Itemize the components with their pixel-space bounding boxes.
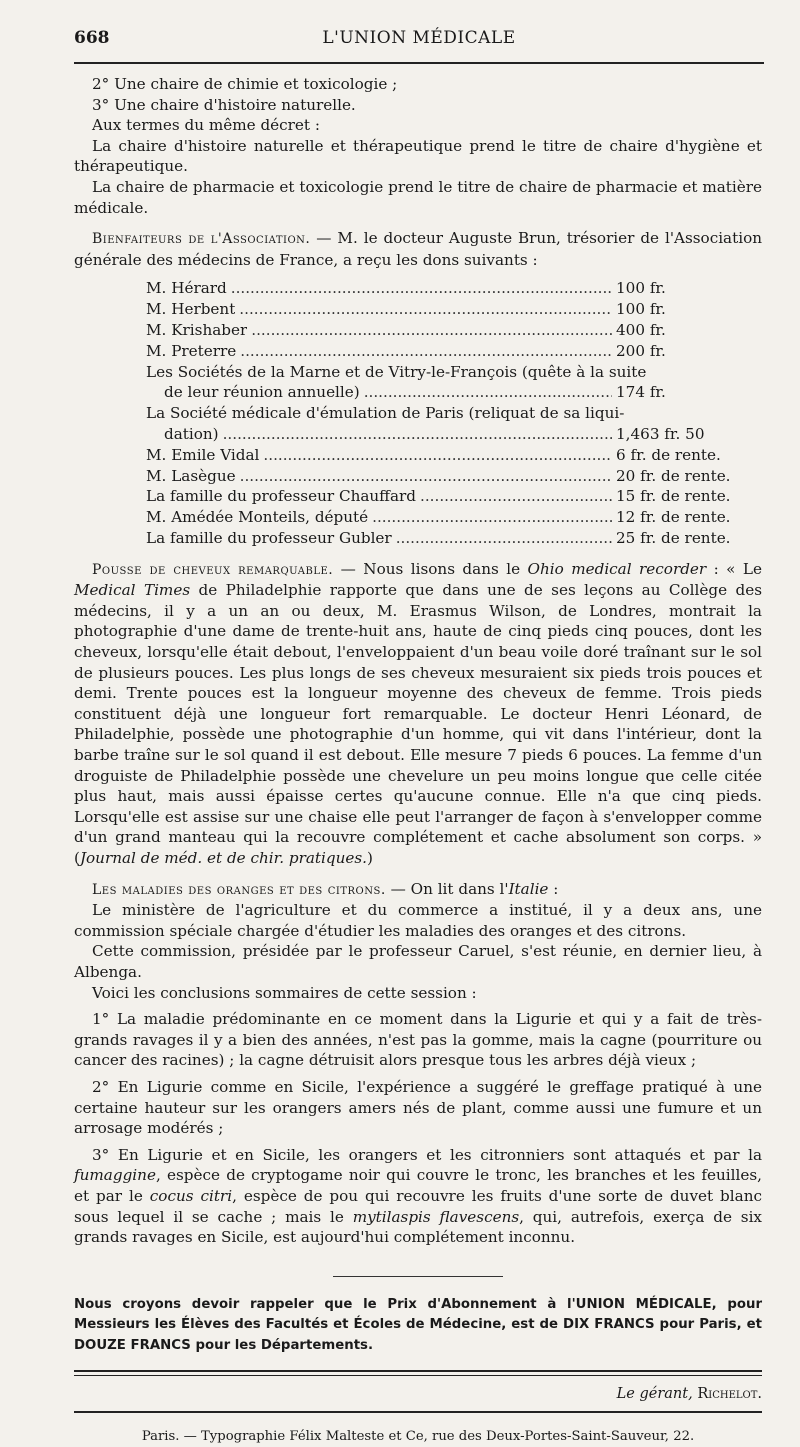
donation-amount: 174 fr. [616, 383, 666, 402]
decree-line: La chaire d'histoire naturelle et thérapeutique prend le titre de chaire d'hygiène et thérapeutique. [74, 136, 762, 176]
donation-amount: 100 fr. [616, 279, 666, 298]
donation-amount: 15 fr. de rente. [616, 487, 731, 506]
text-run: ) [367, 849, 373, 868]
paragraph: Cette commission, présidée par le professeur Caruel, s'est réunie, en dernier lieu, à Albenga. [74, 942, 762, 981]
donation-row [146, 403, 766, 424]
donor-name: Les Sociétés de la Marne et de Vitry-le-François (quête à la suite [146, 362, 647, 381]
maladies-paragraph [74, 879, 762, 901]
donation-amount: 200 fr. [616, 341, 666, 360]
donation-row [146, 466, 766, 487]
donation-row [146, 320, 766, 341]
donor-name: M. Lasègue [146, 466, 236, 485]
text-run: — Nous lisons dans le [333, 559, 528, 578]
donation-row [146, 341, 766, 362]
gerant-label: Le gérant, [616, 1386, 698, 1403]
text-run: : « Le [706, 559, 762, 578]
donation-amount: 1,463 fr. 50 [616, 424, 705, 443]
donation-amount: 12 fr. de rente. [616, 508, 731, 527]
pousse-paragraph [74, 559, 762, 869]
species-name: cocus citri [149, 1186, 233, 1205]
donor-name: La famille du professeur Gubler [146, 528, 392, 547]
donation-amount: 6 fr. de rente. [616, 445, 721, 464]
section-heading: Bienfaiteurs de l'Association. [92, 231, 311, 248]
printer-imprint: Paris. — Typographie Félix Malteste et Ce, rue des Deux-Portes-Saint-Sauveur, 22. [141, 1428, 695, 1444]
donor-name: M. Amédée Monteils, député [146, 508, 369, 527]
donation-amount: 25 fr. de rente. [616, 528, 731, 547]
donation-row [146, 299, 766, 320]
footer-rule [74, 1411, 762, 1413]
text-run: : [548, 879, 559, 898]
species-name: mytilaspis flavescens [352, 1207, 520, 1226]
donation-list [146, 278, 766, 548]
bienfaiteurs-text: — M. le docteur Auguste Brun, trésorier de l'Association générale des médecins de France, a reçu les dons suivants : [74, 229, 762, 269]
donation-row [146, 424, 766, 445]
page-header [74, 28, 764, 58]
running-title: L'UNION MÉDICALE [322, 28, 516, 48]
donation-amount: 400 fr. [616, 320, 666, 339]
donation-row [146, 382, 766, 403]
decree-line: Aux termes du même décret : [92, 116, 320, 135]
text-run: — On lit dans l' [385, 879, 509, 898]
conclusion-item [74, 1145, 762, 1248]
conclusion-item: 2° En Ligurie comme en Sicile, l'expérience a suggéré le greffage pratiqué à une certaine hauteur sur les orangers amers nés de plant, comme aussi une fumure et un arrosage modérés ; [74, 1077, 762, 1138]
section-heading: Pousse de cheveux remarquable. [92, 561, 334, 578]
text-run: 3° En Ligurie et en Sicile, les orangers et les citronniers sont attaqués et par la [92, 1145, 762, 1164]
donation-row [146, 445, 766, 466]
source-citation: Italie [508, 879, 549, 898]
page-number: 668 [74, 28, 110, 48]
donation-row [146, 486, 766, 507]
donation-row [146, 507, 766, 528]
divider-rule [74, 1375, 762, 1376]
page-body [74, 74, 762, 1447]
text-run: , qui, autrefois, exerça de six grands ravages en Sicile, est aujourd'hui complétement inconnu. [74, 1207, 763, 1247]
donor-name: M. Emile Vidal [146, 445, 260, 464]
source-citation: Journal de méd. et de chir. pratiques. [79, 849, 367, 868]
donation-row [146, 528, 766, 549]
donor-name: La famille du professeur Chauffard [146, 487, 417, 506]
donor-name: M. Hérard [146, 279, 227, 298]
donor-name: M. Krishaber [146, 320, 248, 339]
donor-name: M. Preterre [146, 341, 237, 360]
subscription-notice: Nous croyons devoir rappeler que le Prix d'Abonnement à l'UNION MÉDICALE, pour Messieurs les Élèves des Facultés et Écoles de Médecine, est de DIX FRANCS pour Paris, et DOUZE FRANCS pour les Départements. [74, 1296, 762, 1353]
gerant-name: Richelot. [697, 1386, 762, 1403]
separator-rule [333, 1276, 503, 1277]
conclusion-item: 1° La maladie prédominante en ce moment dans la Ligurie et qui y a fait de très-grands ravages il y a bien des années, n'est pas la gomme, mais la cagne (pourriture ou cancer des racines) ; la cagne détruisit alors presque tous les arbres déjà vieux ; [74, 1010, 762, 1070]
donation-amount: 100 fr. [616, 300, 666, 319]
paragraph: Voici les conclusions sommaires de cette session : [92, 983, 477, 1002]
donor-name-continued: de leur réunion annuelle) [164, 383, 360, 402]
donation-row [146, 278, 766, 299]
donor-name: M. Herbent [146, 300, 236, 319]
species-name: fumaggine [74, 1166, 156, 1185]
donation-amount: 20 fr. de rente. [616, 466, 731, 485]
decree-line: 3° Une chaire d'histoire naturelle. [92, 95, 356, 114]
gerant-line [74, 1384, 762, 1405]
donor-name: La Société médicale d'émulation de Paris (reliquat de sa liqui- [146, 404, 625, 423]
text-run: de Philadelphie rapporte que dans une de ses leçons au Collège des médecins, il y a un an ou deux, M. Erasmus Wilson, de Londres, montrait la photographie d'une dame de trente-huit ans, haute de cinq pieds cinq pouces, dont les cheveux, lorsqu'elle était debout, l'enveloppaient d'un beau voile doré traînant sur le sol de plusieurs pouces. Les plus longs de ses cheveux mesuraient six pieds trois pouces et demi. Trente pouces est la longueur moyenne des cheveux de femme. Trois pieds constituent déjà une longueur fort remarquable. Le docteur Henri Léonard, de Philadelphie, possède une photographie d'un homme, qui vit dans l'intérieur, dont la barbe traîne sur le sol quand il est debout. Elle mesure 7 pieds 6 pouces. La femme d'un droguiste de Philadelphie possède une chevelure un peu moins longue que celle citée plus haut, mais aussi épaisse certes qu'aucune connue. Elle n'a que cinq pieds. Lorsqu'elle est assise sur une chaise elle peut l'arranger de façon à s'envelopper comme d'un grand manteau qui la recouvre complétement et cache absolument son corps. » ( [74, 581, 762, 868]
journal-title: Medical Times [74, 581, 191, 600]
text-run: , espèce de pou qui recouvre les fruits d'une sorte de duvet blanc sous lequel il se cache ; mais le [74, 1186, 762, 1226]
header-rule [74, 62, 764, 64]
decree-line: 2° Une chaire de chimie et toxicologie ; [92, 75, 398, 93]
divider-rule [74, 1370, 762, 1372]
donor-name-continued: dation) [164, 424, 219, 443]
decree-line: La chaire de pharmacie et toxicologie prend le titre de chaire de pharmacie et matière médicale. [74, 177, 762, 217]
text-run: , espèce de cryptogame noir qui couvre le tronc, les branches et les feuilles, et par le [74, 1166, 762, 1205]
paragraph: Le ministère de l'agriculture et du commerce a institué, il y a deux ans, une commission spéciale chargée d'étudier les maladies des oranges et des citrons. [74, 901, 762, 940]
section-heading: Les maladies des oranges et des citrons. [92, 881, 386, 898]
donation-row [146, 362, 766, 383]
journal-title: Ohio medical recorder [527, 559, 707, 578]
bienfaiteurs-paragraph [74, 228, 762, 270]
